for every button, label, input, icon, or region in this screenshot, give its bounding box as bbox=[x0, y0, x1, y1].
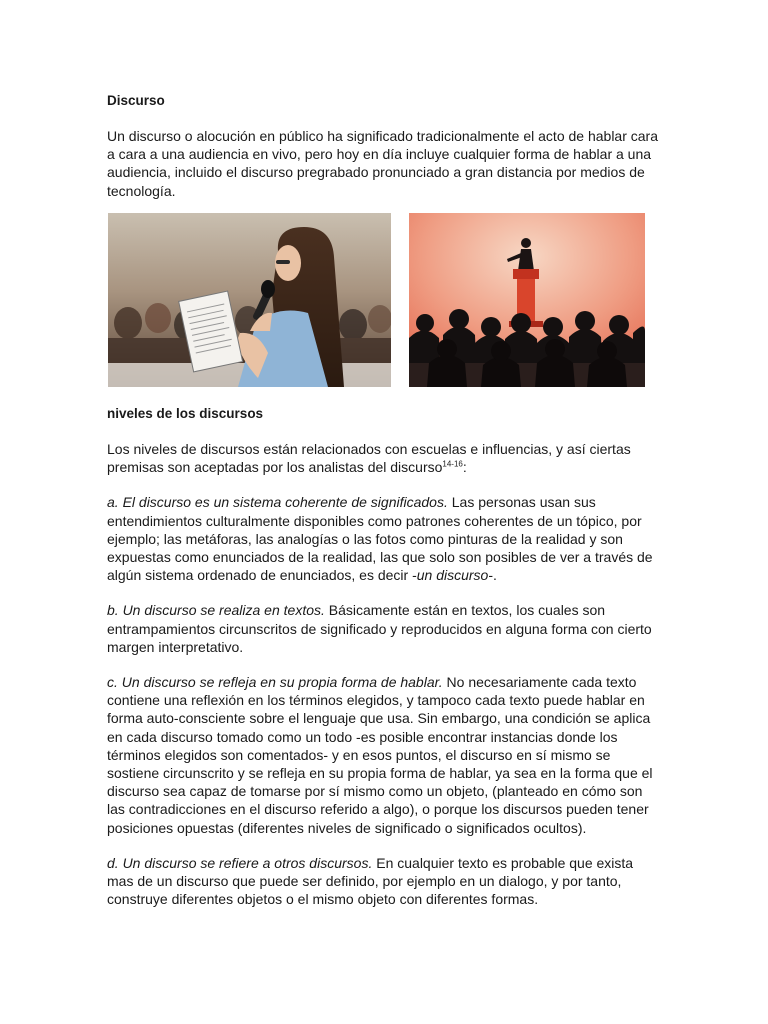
point-a-tail-em: un discurso bbox=[416, 567, 489, 584]
document-content-levels bbox=[107, 405, 663, 908]
point-b bbox=[107, 601, 663, 656]
point-c bbox=[107, 673, 663, 837]
section-title-niveles: niveles de los discursos bbox=[107, 406, 264, 421]
point-a-lead: a. El discurso es un sistema coherente de significados. bbox=[107, 494, 448, 511]
intro-end: : bbox=[462, 459, 467, 476]
podium-speaker-illustration bbox=[409, 213, 645, 387]
image-row bbox=[108, 213, 648, 388]
section-title-discurso: Discurso bbox=[107, 93, 165, 108]
point-b-text: Básicamente están en textos, los cuales son entrampamientos circunscritos de significado y reproducidos en alguna forma con cierto margen interpretativo. bbox=[107, 602, 652, 655]
point-d-text: En cualquier texto es probable que exista mas de un discurso que puede ser definido, por ejemplo en un dialogo, y por tanto, construye diferentes objetos o el mismo objeto con diferentes formas. bbox=[107, 854, 634, 908]
point-a bbox=[107, 493, 663, 584]
section-body-discurso: Un discurso o alocución en público ha significado tradicionalmente el acto de hablar cara a cara a una audiencia en vivo, pero hoy en día incluye cualquier forma de hablar a una audiencia, incluido el discurso pregrabado pronunciado a gran distancia por medios de tecnología. bbox=[107, 128, 658, 199]
point-b-lead: b. Un discurso se realiza en textos. bbox=[107, 602, 325, 619]
point-c-lead: c. Un discurso se refleja en su propia forma de hablar. bbox=[107, 674, 443, 691]
section-intro bbox=[107, 440, 663, 476]
woman-speaker-photo bbox=[108, 213, 391, 387]
point-c-text: No necesariamente cada texto contiene una reflexión en los términos elegidos, y tampoco cada texto puede hablar en forma auto-consciente sobre el lenguaje que usa. Sin embargo, una condición se aplica en cada discurso tomado como un todo -es posible encontrar instancias donde los términos elegidos son comentados- y en esos puntos, el discurso en sí mismo se sostiene circunscrito y se refleja en su propia forma de hablar, ya sea en la forma que el discurso sea capaz de tomarse por sí mismo como un objeto, (planteado en cómo son las contradicciones en el discurso referido a algo), o porque los discursos pueden tener posiciones opuestas (diferentes niveles de significado o significados ocultos). bbox=[107, 674, 653, 836]
intro-text: Los niveles de discursos están relacionados con escuelas e influencias, y así ciertas premisas son aceptadas por los analistas del discurso bbox=[107, 441, 631, 476]
woman-speaker-photo-svg bbox=[108, 213, 391, 387]
point-a-text: Las personas usan sus entendimientos culturalmente disponibles como patrones coherentes de un tópico, por ejemplo; las metáforas, las analogías o las fotos como pinturas de la realidad y son expuestas como enunciados de la realidad, las que solo son posibles de ver a través de algún sistema ordenado de enunciados, es decir - bbox=[107, 494, 653, 584]
point-d bbox=[107, 854, 663, 909]
podium-illustration-svg bbox=[409, 213, 645, 387]
point-a-tail: -. bbox=[488, 567, 497, 584]
document-content bbox=[107, 92, 663, 200]
intro-reference: 14-16 bbox=[442, 459, 463, 469]
point-d-lead: d. Un discurso se refiere a otros discursos. bbox=[107, 854, 373, 871]
